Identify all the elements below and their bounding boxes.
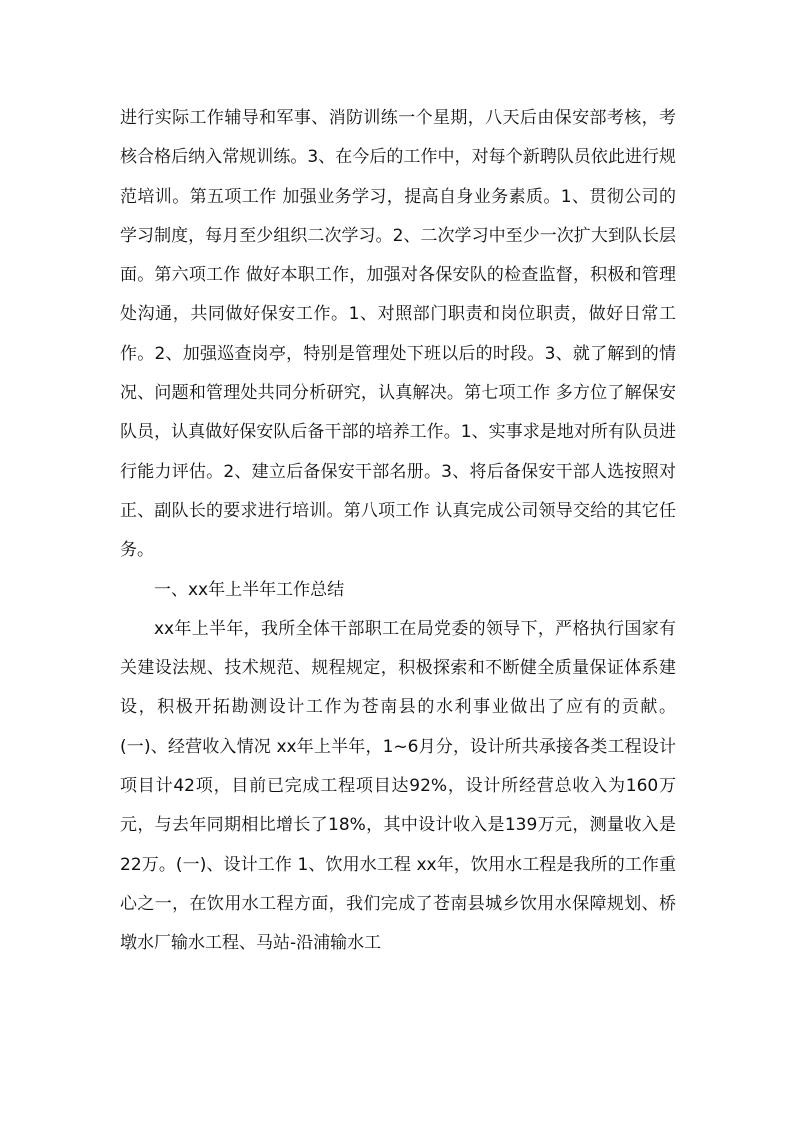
section-heading: 一、xx年上半年工作总结 bbox=[154, 579, 345, 600]
paragraph-continuation: 进行实际工作辅导和军事、消防训练一个星期，八天后由保安部考核，考核合格后纳入常规训练。3、在今后的工作中，对每个新聘队员依此进行规范培训。第五项工作 加强业务学习，提高自身业务素质。1、贯彻公司的学习制度，每月至少组织二次学习。2、二次学习中至少一次扩大到队长层面。第六项工作 做好本职工作，加强对各保安队的检查监督，积极和管理处沟通，共同做好保安工作。1、对照部门职责和岗位职责，做好日常工作。2、加强巡查岗亭，特别是管理处下班以后的时段。3、就了解到的情况、问题和管理处共同分析研究，认真解决。第七项工作 多方位了解保安队员，认真做好保安队后备干部的培养工作。1、实事求是地对所有队员进行能力评估。2、建立后备保安干部名册。3、将后备保安干部人选按照对正、副队长的要求进行培训。第八项工作 认真完成公司领导交给的其它任务。 bbox=[120, 108, 676, 561]
document-body bbox=[120, 99, 676, 964]
paragraph-summary: xx年上半年，我所全体干部职工在局党委的领导下，严格执行国家有关建设法规、技术规范、规程规定，积极探索和不断健全质量保证体系建设，积极开拓勘测设计工作为苍南县的水利事业做出了应有的贡献。(一)、经营收入情况 xx年上半年，1~6月分，设计所共承接各类工程设计项目计42项，目前已完成工程项目达92%，设计所经营总收入为160万元，与去年同期相比增长了18%，其中设计收入是139万元，测量收入是22万。(一)、设计工作 1、饮用水工程 xx年，饮用水工程是我所的工作重心之一，在饮用水工程方面，我们完成了苍南县城乡饮用水保障规划、桥墩水厂输水工程、马站-沿浦输水工 bbox=[120, 618, 676, 954]
